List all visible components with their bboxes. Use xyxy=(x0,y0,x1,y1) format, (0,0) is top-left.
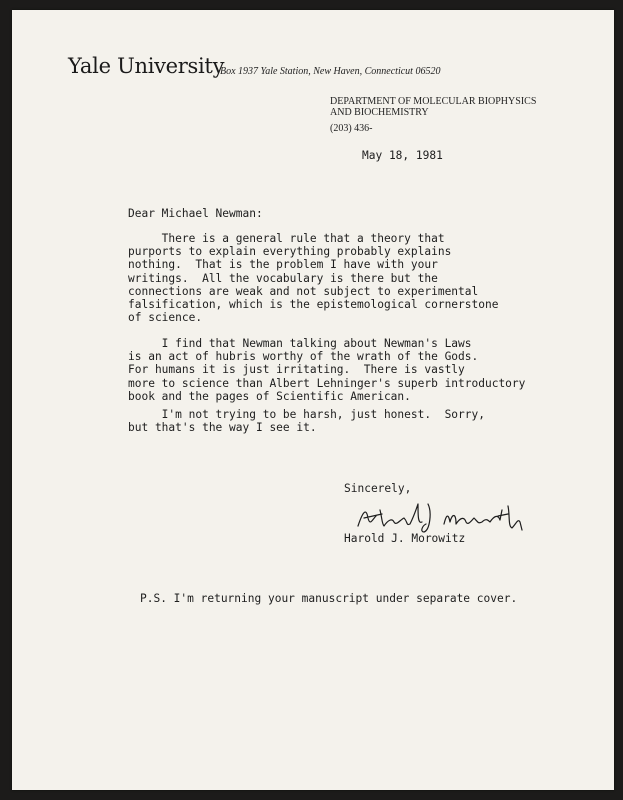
postscript: P.S. I'm returning your manuscript under separate cover. xyxy=(140,592,518,605)
body-paragraph-1: There is a general rule that a theory that purports to explain everything probably explains nothing. That is the problem I have with your writings. All the vocabulary is there but the connections are weak and not subject to experimental falsification, which is the epistemological cornerstone of science. xyxy=(128,232,499,325)
letterhead-address: Box 1937 Yale Station, New Haven, Connecticut 06520 xyxy=(220,66,441,77)
letterhead-name: Yale University xyxy=(68,54,225,78)
salutation: Dear Michael Newman: xyxy=(128,207,263,220)
department-phone: (203) 436- xyxy=(330,123,373,134)
letter-date: May 18, 1981 xyxy=(362,149,443,162)
body-paragraph-3: I'm not trying to be harsh, just honest. Sorry, but that's the way I see it. xyxy=(128,408,485,435)
body-paragraph-2: I find that Newman talking about Newman's Laws is an act of hubris worthy of the wrath of the Gods. For humans it is just irritating. There is vastly more to science than Albert Lehninger's superb introductory book and the pages of Scientific American. xyxy=(128,337,526,403)
letter-page xyxy=(12,10,614,790)
department-line-1: DEPARTMENT OF MOLECULAR BIOPHYSICS xyxy=(330,96,537,107)
department-block xyxy=(330,96,536,134)
signer-name: Harold J. Morowitz xyxy=(344,532,466,545)
closing: Sincerely, xyxy=(344,482,412,495)
handwritten-signature xyxy=(352,496,532,536)
department-line-2: AND BIOCHEMISTRY xyxy=(330,107,429,118)
